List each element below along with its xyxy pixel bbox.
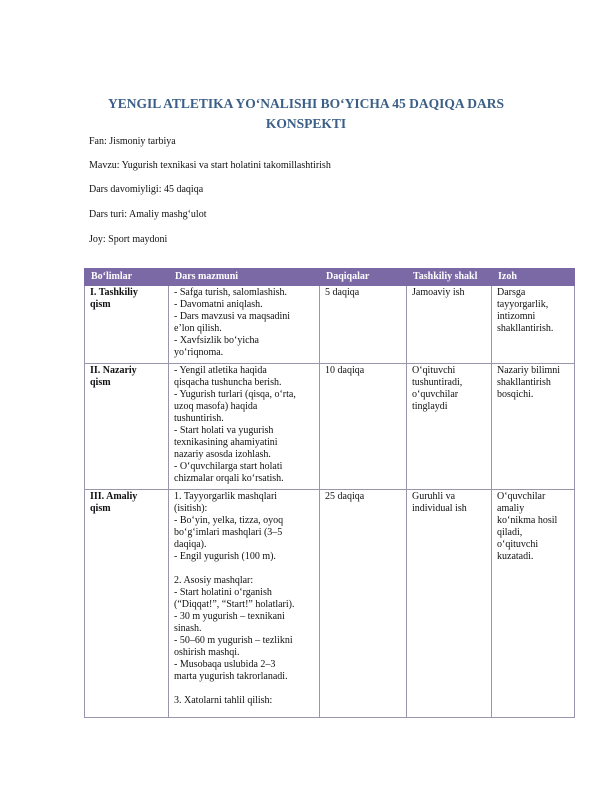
- cell-content-line: - 30 m yugurish – texnikani: [174, 611, 285, 622]
- cell-note-line: Nazariy bilimni: [497, 365, 561, 376]
- cell-content: [169, 286, 320, 364]
- cell-content-line: e’lon qilish.: [174, 323, 222, 334]
- cell-form-line: tushuntiradi,: [412, 377, 463, 388]
- cell-form-line: individual ish: [412, 503, 467, 514]
- cell-minutes-text: 25 daqiqa: [325, 491, 365, 502]
- cell-note-line: o‘qituvchi: [497, 539, 539, 550]
- cell-section-line: qism: [90, 299, 111, 310]
- cell-note-line: qiladi,: [497, 527, 523, 538]
- cell-note: [492, 286, 575, 364]
- cell-content-line: tushuntirish.: [174, 413, 224, 424]
- table-body: [85, 286, 575, 718]
- table-row: [85, 286, 575, 364]
- cell-note-line: shakllantirish: [497, 377, 551, 388]
- cell-note-line: kuzatadi.: [497, 551, 534, 562]
- lesson-plan-table: [84, 268, 575, 718]
- cell-content-line: 3. Xatolarni tahlil qilish:: [174, 695, 273, 706]
- cell-form-line: tinglaydi: [412, 401, 448, 412]
- cell-form: [407, 364, 492, 490]
- cell-form: [407, 286, 492, 364]
- meta-topic: Mavzu: Yugurish texnikasi va start holatini takomillashtirish: [89, 160, 331, 171]
- cell-content-line: marta yugurish takrorlanadi.: [174, 671, 288, 682]
- cell-content-line: - Musobaqa uslubida 2–3: [174, 659, 276, 670]
- cell-content-line: - Start holati va yugurish: [174, 425, 274, 436]
- column-header-content: Dars mazmuni: [169, 269, 320, 286]
- cell-content-line: [174, 683, 314, 695]
- cell-content-line: - Xavfsizlik bo‘yicha: [174, 335, 259, 346]
- cell-content-line: oshirish mashqi.: [174, 647, 240, 658]
- cell-content-line: sinash.: [174, 623, 202, 634]
- cell-content-line: - Start holatini o‘rganish: [174, 587, 272, 598]
- cell-content-line: - Yugurish turlari (qisqa, o‘rta,: [174, 389, 296, 400]
- cell-content-line: - Dars mavzusi va maqsadini: [174, 311, 291, 322]
- cell-note: [492, 364, 575, 490]
- meta-lesson-type: Dars turi: Amaliy mashg‘ulot: [89, 209, 207, 220]
- cell-content-line: (isitish):: [174, 503, 208, 514]
- cell-content-line: nazariy asosda izohlash.: [174, 449, 271, 460]
- cell-content-line: - Engil yugurish (100 m).: [174, 551, 276, 562]
- cell-content-line: yo‘riqnoma.: [174, 347, 224, 358]
- table-header-row: [85, 269, 575, 286]
- cell-content-line: - Safga turish, salomlashish.: [174, 287, 288, 298]
- cell-minutes: [320, 490, 407, 718]
- cell-form-line: O‘qituvchi: [412, 365, 456, 376]
- meta-location: Joy: Sport maydoni: [89, 234, 168, 245]
- cell-note-line: intizomni: [497, 311, 536, 322]
- cell-content-line: - 50–60 m yugurish – tezlikni: [174, 635, 293, 646]
- cell-form-line: Jamoaviy ish: [412, 287, 465, 298]
- cell-content-line: [174, 563, 314, 575]
- cell-minutes-text: 5 daqiqa: [325, 287, 360, 298]
- cell-note: [492, 490, 575, 718]
- cell-note-line: tayyorgarlik,: [497, 299, 549, 310]
- cell-content-line: qisqacha tushuncha berish.: [174, 377, 282, 388]
- cell-content-line: daqiqa).: [174, 539, 207, 550]
- meta-duration: Dars davomiyligi: 45 daqiqa: [89, 184, 204, 195]
- cell-content-line: - Bo‘yin, yelka, tizza, oyoq: [174, 515, 284, 526]
- cell-content-line: bo‘g‘imlari mashqlari (3–5: [174, 527, 283, 538]
- cell-minutes-text: 10 daqiqa: [325, 365, 365, 376]
- cell-section-line: I. Tashkiliy: [90, 287, 138, 298]
- cell-section-line: III. Amaliy: [90, 491, 138, 502]
- table-row: [85, 364, 575, 490]
- cell-content-line: chizmalar orqali ko‘rsatish.: [174, 473, 284, 484]
- cell-content: [169, 490, 320, 718]
- column-header-notes: Izoh: [492, 269, 575, 286]
- cell-content-line: texnikasining ahamiyatini: [174, 437, 278, 448]
- cell-section: [85, 364, 169, 490]
- cell-form-line: Guruhli va: [412, 491, 456, 502]
- cell-note-line: Darsga: [497, 287, 526, 298]
- cell-form: [407, 490, 492, 718]
- cell-minutes: [320, 286, 407, 364]
- cell-content-line: uzoq masofa) haqida: [174, 401, 258, 412]
- cell-note-line: O‘quvchilar: [497, 491, 546, 502]
- cell-section-line: qism: [90, 503, 111, 514]
- table-row: [85, 490, 575, 718]
- cell-content-line: - Davomatni aniqlash.: [174, 299, 263, 310]
- column-header-form: Tashkiliy shakl: [407, 269, 492, 286]
- cell-section: [85, 286, 169, 364]
- cell-minutes: [320, 364, 407, 490]
- cell-note-line: bosqichi.: [497, 389, 534, 400]
- cell-note-line: ko‘nikma hosil: [497, 515, 558, 526]
- cell-section: [85, 490, 169, 718]
- cell-content-line: (“Diqqat!”, “Start!” holatlari).: [174, 599, 295, 610]
- cell-content-line: - O‘quvchilarga start holati: [174, 461, 283, 472]
- cell-content-line: 2. Asosiy mashqlar:: [174, 575, 254, 586]
- cell-form-line: o‘quvchilar: [412, 389, 459, 400]
- cell-section-line: II. Nazariy: [90, 365, 137, 376]
- cell-content-line: 1. Tayyorgarlik mashqlari: [174, 491, 278, 502]
- column-header-sections: Bo‘limlar: [85, 269, 169, 286]
- cell-section-line: qism: [90, 377, 111, 388]
- cell-note-line: amaliy: [497, 503, 525, 514]
- document-title: YENGIL ATLETIKA YO‘NALISHI BO‘YICHA 45 DAQIQA DARS KONSPEKTI: [107, 96, 505, 131]
- meta-subject: Fan: Jismoniy tarbiya: [89, 136, 176, 147]
- cell-content: [169, 364, 320, 490]
- cell-content-line: - Yengil atletika haqida: [174, 365, 267, 376]
- column-header-minutes: Daqiqalar: [320, 269, 407, 286]
- cell-note-line: shakllantirish.: [497, 323, 554, 334]
